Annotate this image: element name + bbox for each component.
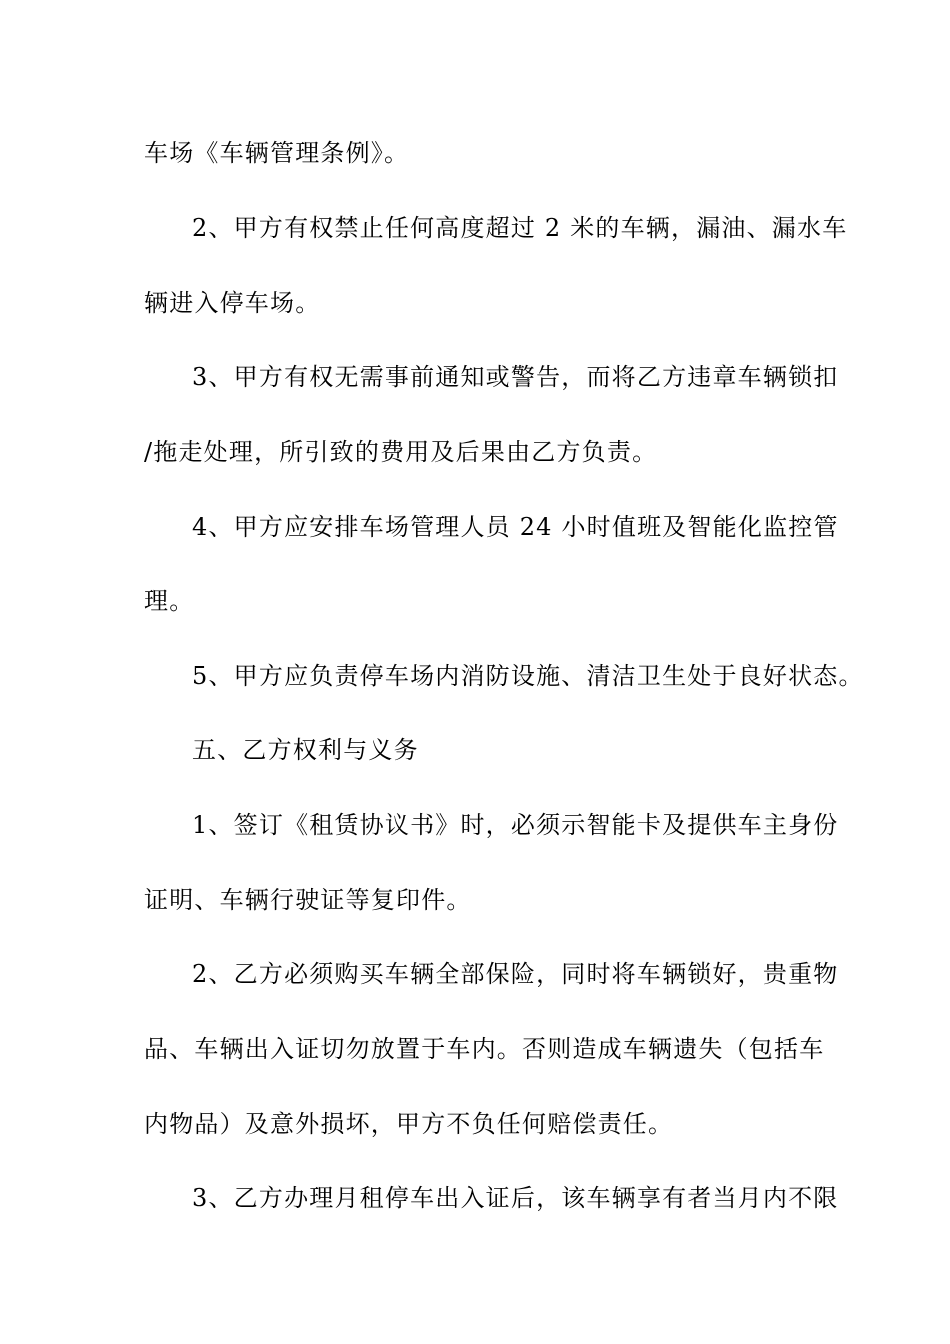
clause-3-line-2: /拖走处理，所引致的费用及后果由乙方负责。 xyxy=(144,438,658,466)
section-heading: 五、乙方权利与义务 xyxy=(192,736,419,764)
b-clause-3-line-1: 3、乙方办理月租停车出入证后，该车辆享有者当月内不限 xyxy=(192,1184,839,1212)
clause-3-line-1: 3、甲方有权无需事前通知或警告，而将乙方违章车辆锁扣 xyxy=(192,363,839,391)
b-clause-1-line-2: 证明、车辆行驶证等复印件。 xyxy=(144,886,472,914)
clause-5-line-1: 5、甲方应负责停车场内消防设施、清洁卫生处于良好状态。 xyxy=(192,662,864,690)
text-line-1: 车场《车辆管理条例》。 xyxy=(144,139,410,167)
clause-2-line-2: 辆进入停车场。 xyxy=(144,289,321,317)
b-clause-2-line-1: 2、乙方必须购买车辆全部保险，同时将车辆锁好，贵重物 xyxy=(192,960,839,988)
clause-4-line-1: 4、甲方应安排车场管理人员 24 小时值班及智能化监控管 xyxy=(192,513,839,541)
b-clause-2-line-3: 内物品）及意外损坏，甲方不负任何赔偿责任。 xyxy=(144,1110,674,1138)
clause-2-line-1: 2、甲方有权禁止任何高度超过 2 米的车辆，漏油、漏水车 xyxy=(192,214,848,242)
b-clause-2-line-2: 品、车辆出入证切勿放置于车内。否则造成车辆遗失（包括车 xyxy=(144,1035,825,1063)
b-clause-1-line-1: 1、签订《租赁协议书》时，必须示智能卡及提供车主身份 xyxy=(192,811,839,839)
clause-4-line-2: 理。 xyxy=(144,587,195,615)
